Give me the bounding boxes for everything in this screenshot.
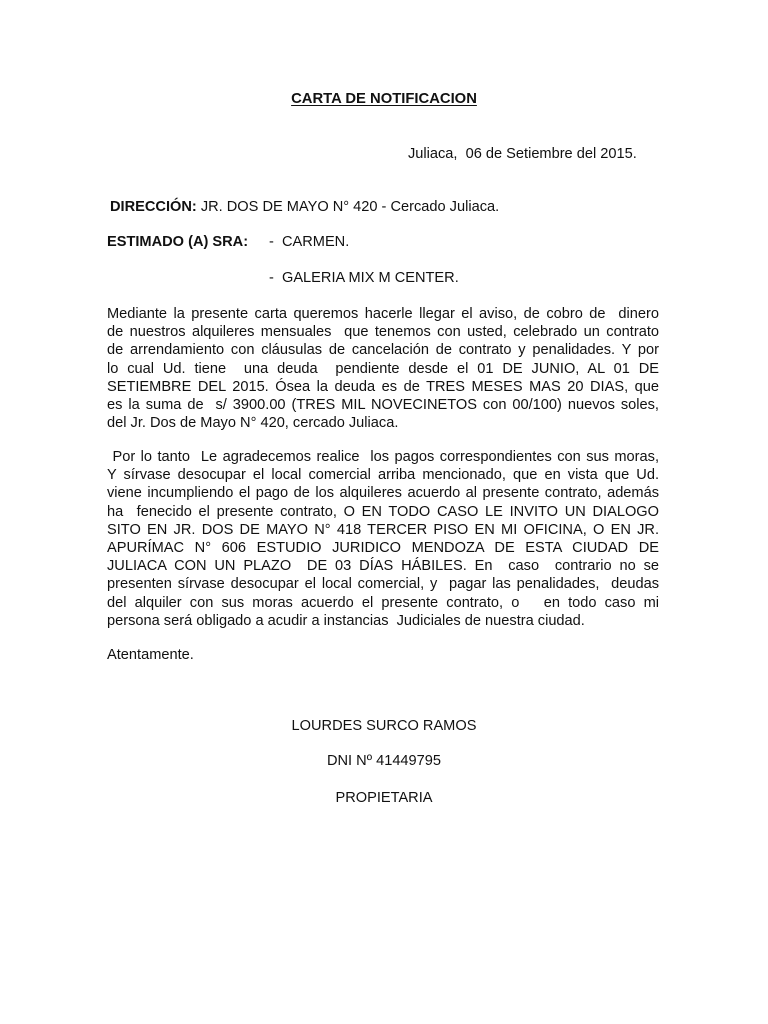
recipient-name: - CARMEN. — [269, 234, 350, 250]
address-label: DIRECCIÓN: — [110, 199, 197, 215]
paragraph-line: JULIACA CON UN PLAZO DE 03 DÍAS HÁBILES. En caso contrario no se — [107, 558, 659, 575]
paragraph-line: del Jr. Dos de Mayo N° 420, cercado Juliaca. — [107, 415, 399, 432]
paragraph-line: presenten sírvase desocupar el local comercial, y pagar las penalidades, deudas — [107, 576, 659, 593]
paragraph-line: SETIEMBRE DEL 2015. Ósea la deuda es de TRES MESES MAS 20 DIAS, que — [107, 378, 659, 395]
paragraph-line: viene incumpliendo el pago de los alquileres acuerdo al presente contrato, además — [107, 485, 659, 502]
body-paragraph-1 — [107, 305, 659, 432]
paragraph-line: lo cual Ud. tiene una deuda pendiente desde el 01 DE JUNIO, AL 01 DE — [107, 360, 659, 377]
paragraph-line: de arrendamiento con cláusulas de cancelación de contrato y penalidades. Y por — [107, 342, 659, 359]
paragraph-line: Mediante la presente carta queremos hacerle llegar el aviso, de cobro de dinero — [107, 306, 659, 322]
paragraph-line: Y sírvase desocupar el local comercial arriba mencionado, que en vista que Ud. — [107, 467, 659, 484]
paragraph-line: SITO EN JR. DOS DE MAYO N° 418 TERCER PISO EN MI OFICINA, O EN JR. — [107, 521, 659, 538]
signer-name: LOURDES SURCO RAMOS — [291, 718, 477, 734]
signer-dni: DNI Nº 41449795 — [326, 753, 442, 769]
place-date: Juliaca, 06 de Setiembre del 2015. — [408, 146, 637, 162]
paragraph-line: de nuestros alquileres mensuales que tenemos con usted, celebrado un contrato — [107, 324, 659, 341]
paragraph-line: Por lo tanto Le agradecemos realice los pagos correspondientes con sus moras, — [107, 449, 659, 465]
signer-role: PROPIETARIA — [335, 790, 433, 806]
paragraph-line: del alquiler con sus moras acuerdo el presente contrato, o en todo caso mi — [107, 594, 659, 611]
paragraph-line: persona será obligado a acudir a instancias Judiciales de nuestra ciudad. — [107, 612, 585, 629]
salutation-line — [107, 234, 349, 250]
paragraph-line: APURÍMAC N° 606 ESTUDIO JURIDICO MENDOZA DE ESTA CIUDAD DE — [107, 540, 659, 557]
address-value: JR. DOS DE MAYO N° 420 - Cercado Juliaca. — [196, 199, 500, 215]
paragraph-line: es la suma de s/ 3900.00 (TRES MIL NOVECINETOS con 00/100) nuevos soles, — [107, 397, 659, 414]
address-line — [110, 199, 499, 215]
body-paragraph-2 — [107, 448, 659, 630]
letter-title-text: CARTA DE NOTIFICACION — [291, 91, 477, 107]
salutation-label: ESTIMADO (A) SRA: — [107, 234, 249, 250]
paragraph-line: ha fenecido el presente contrato, O EN TODO CASO LE INVITO UN DIALOGO — [107, 503, 659, 520]
closing: Atentamente. — [107, 647, 194, 663]
letter-title — [0, 91, 768, 107]
recipient-business: - GALERIA MIX M CENTER. — [269, 270, 459, 286]
